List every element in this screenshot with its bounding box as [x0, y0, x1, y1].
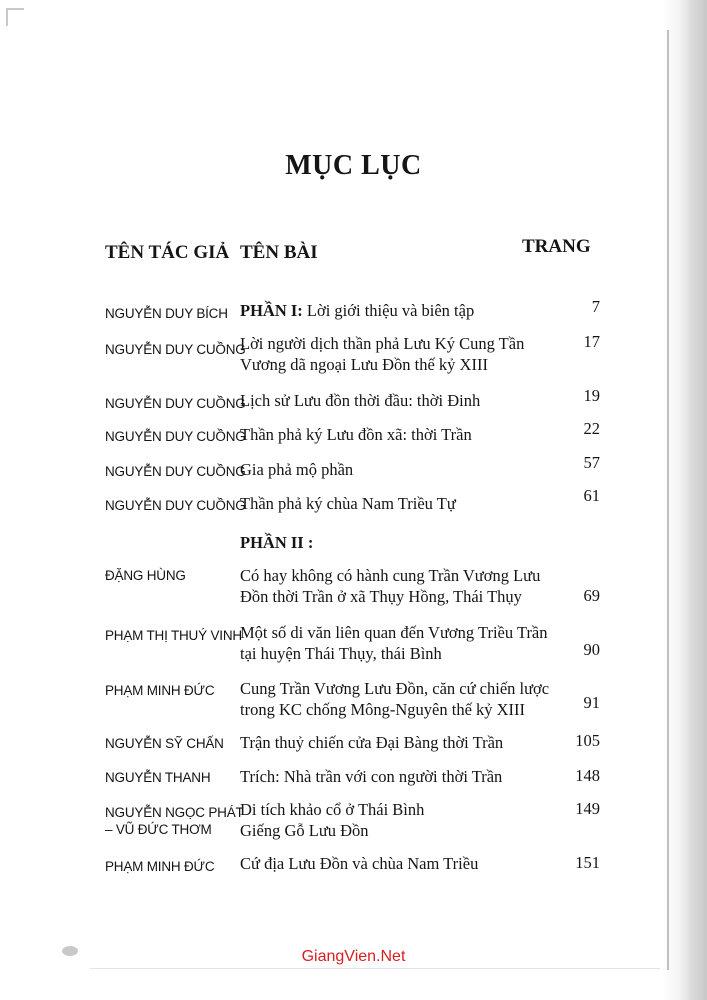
page-number: 90: [583, 640, 600, 659]
page-number: 105: [575, 731, 600, 750]
entry-title: [240, 493, 456, 514]
entry-title: [240, 300, 474, 321]
author-name: ĐẶNG HÙNG: [105, 568, 186, 583]
entry-title-line: Vương dã ngoại Lưu Đồn thế kỷ XIII: [240, 355, 488, 374]
entry-title-line: Gia phả mộ phần: [240, 460, 354, 479]
author-name: NGUYỄN THANH: [105, 770, 211, 785]
entry-title-line: Một số di văn liên quan đến Vương Triều Trần: [240, 623, 548, 642]
entry-title-line: Lời giới thiệu và biên tập: [302, 301, 475, 320]
part-label: PHẦN II :: [240, 533, 314, 552]
entry-title: [240, 459, 353, 480]
page-number: 7: [591, 297, 600, 316]
entry-title: [240, 766, 502, 787]
author-name: NGUYỄN SỸ CHẤN: [105, 736, 224, 751]
entry-title: [240, 732, 503, 753]
author-name: [105, 804, 244, 838]
author-name: NGUYỄN DUY CUỒNG: [105, 429, 246, 444]
entry-title-line: Cung Trần Vương Lưu Đồn, căn cứ chiến lược: [240, 679, 550, 698]
entry-title: [240, 565, 540, 607]
author-name-line: NGUYỄN NGỌC PHÁT: [105, 805, 244, 820]
entry-title: [240, 622, 548, 664]
entry-title-line: Trận thuỷ chiến cửa Đại Bàng thời Trần: [240, 733, 504, 752]
page-title: MỤC LỤC: [285, 150, 422, 181]
page-number: 91: [583, 693, 600, 712]
watermark-link[interactable]: GiangVien.Net: [301, 948, 406, 965]
entry-title: [240, 424, 472, 445]
author-name-line: – VŨ ĐỨC THƠM: [105, 822, 212, 837]
entry-title: [240, 853, 478, 874]
entry-title: [240, 333, 524, 375]
entry-title-line: Trích: Nhà trần với con người thời Trần: [240, 767, 503, 786]
corner-mark: [6, 8, 24, 26]
entry-title-line: Giếng Gỗ Lưu Đồn: [240, 821, 369, 840]
entry-title: [240, 799, 424, 841]
author-name: NGUYỄN DUY CUỒNG: [105, 342, 246, 357]
author-name: PHẠM MINH ĐỨC: [105, 683, 215, 698]
author-name: NGUYỄN DUY CUỒNG: [105, 464, 246, 479]
column-headers: [0, 236, 707, 276]
entry-title-line: Có hay không có hành cung Trần Vương Lưu: [240, 566, 541, 585]
author-column-header: TÊN TÁC GIẢ: [105, 242, 230, 263]
entry-title-line: Lịch sử Lưu đồn thời đầu: thời Đinh: [240, 391, 481, 410]
part-label: PHẦN I:: [240, 301, 303, 320]
author-name: NGUYỄN DUY BÍCH: [105, 306, 228, 321]
page-number: 69: [583, 586, 600, 605]
page-number: 22: [583, 419, 600, 438]
page-number: 19: [583, 386, 600, 405]
entry-title: [240, 390, 480, 411]
footer-rule: [90, 968, 660, 969]
page-column-header: TRANG: [522, 236, 591, 257]
author-name: NGUYỄN DUY CUỒNG: [105, 396, 246, 411]
entry-title-line: Thần phả ký Lưu đồn xã: thời Trần: [240, 425, 472, 444]
page-number: 61: [583, 486, 600, 505]
entry-title-line: trong KC chống Mông-Nguyên thế kỷ XIII: [240, 700, 526, 719]
entry-title: [240, 678, 549, 720]
entry-title-line: Thần phả ký chùa Nam Triều Tự: [240, 494, 456, 513]
page-number: 149: [575, 799, 600, 818]
page-number: 57: [583, 453, 600, 472]
author-name: PHẠM MINH ĐỨC: [105, 859, 215, 874]
title-column-header: TÊN BÀI: [240, 242, 318, 263]
page-number: 151: [575, 853, 600, 872]
page-number: 148: [575, 766, 600, 785]
entry-title-line: Đồn thời Trần ở xã Thụy Hồng, Thái Thụy: [240, 587, 522, 606]
entry-title-line: tại huyện Thái Thụy, thái Bình: [240, 644, 442, 663]
entry-title-line: Cứ địa Lưu Đồn và chùa Nam Triều: [240, 854, 479, 873]
entry-title-line: Di tích khảo cổ ở Thái Bình: [240, 800, 425, 819]
author-name: PHẠM THỊ THUÝ VINH: [105, 628, 242, 643]
page-number: 17: [583, 332, 600, 351]
entry-title-line: Lời người dịch thần phả Lưu Ký Cung Tần: [240, 334, 525, 353]
author-name: NGUYỄN DUY CUỒNG: [105, 498, 246, 513]
